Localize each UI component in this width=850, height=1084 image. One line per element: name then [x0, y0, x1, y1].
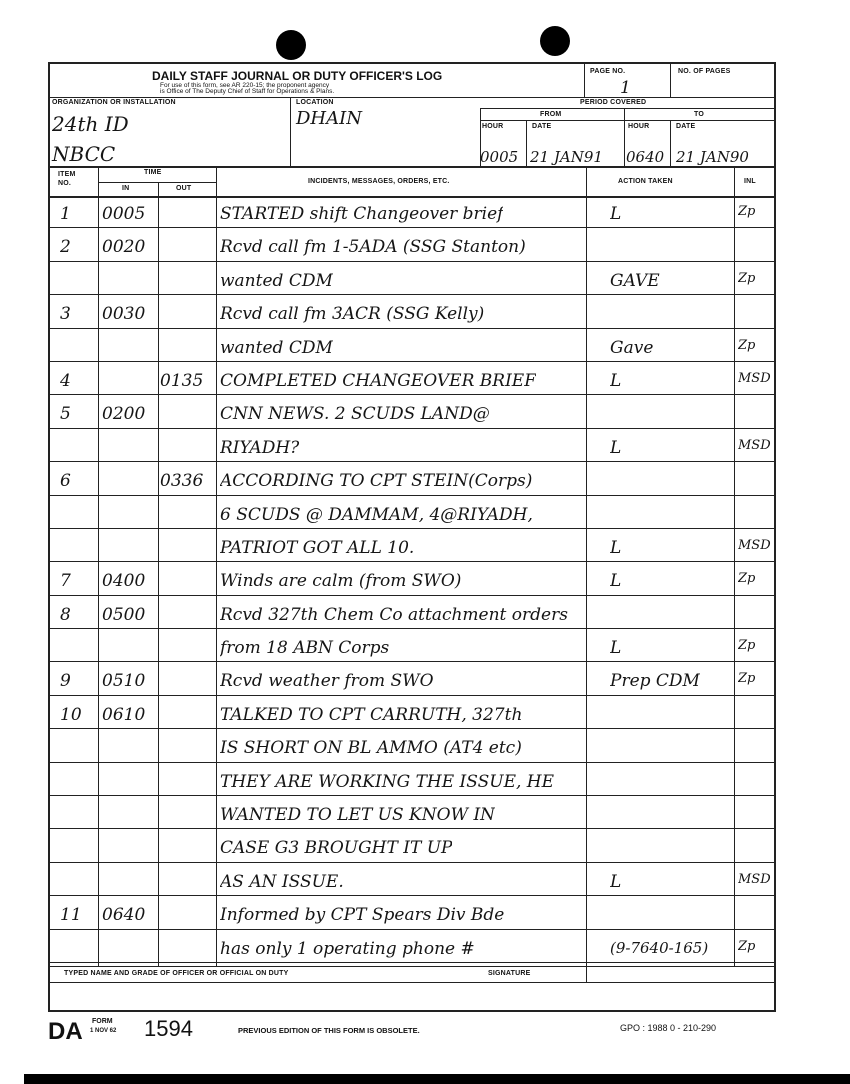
from-date-label: DATE: [532, 123, 552, 130]
signature-label: SIGNATURE: [488, 970, 531, 977]
incident-text-cell: from 18 ABN Corps: [220, 638, 390, 659]
time-label: TIME: [144, 169, 162, 176]
footer-previous-edition: PREVIOUS EDITION OF THIS FORM IS OBSOLETE.: [238, 1026, 420, 1035]
period-covered-label: PERIOD COVERED: [580, 99, 647, 106]
initials-cell: Zp: [738, 571, 756, 587]
action-taken-cell: GAVE: [610, 270, 660, 291]
row-divider: [50, 361, 774, 362]
row-divider: [50, 294, 774, 295]
incident-text-cell: has only 1 operating phone #: [220, 938, 475, 959]
row-divider: [50, 461, 774, 462]
form-title: DAILY STAFF JOURNAL OR DUTY OFFICER'S LOG: [152, 69, 443, 83]
incident-text-cell: THEY ARE WORKING THE ISSUE, HE: [220, 771, 555, 792]
initials-cell: MSD: [738, 437, 771, 453]
no-of-pages-label: NO. OF PAGES: [678, 68, 731, 75]
item-no-cell: 6: [60, 471, 71, 492]
incident-text-cell: CASE G3 BROUGHT IT UP: [220, 838, 453, 859]
item-no-cell: 11: [60, 905, 82, 926]
action-taken-cell: L: [610, 204, 622, 224]
row-divider: [50, 962, 774, 963]
out-label: OUT: [176, 185, 192, 192]
from-label: FROM: [540, 111, 562, 118]
row-divider: [50, 261, 774, 262]
incident-text-cell: AS AN ISSUE.: [220, 871, 344, 892]
time-out-cell: 0135: [160, 370, 204, 391]
row-divider: [50, 394, 774, 395]
incident-text-cell: Rcvd call fm 3ACR (SSG Kelly): [220, 304, 485, 325]
staff-journal-form: [48, 62, 776, 1012]
item-no-cell: 5: [60, 404, 71, 425]
initials-cell: Zp: [738, 337, 756, 353]
form-subtitle-2: is Office of The Deputy Chief of Staff for Operations & Plans.: [160, 88, 335, 95]
initials-cell: MSD: [738, 871, 771, 887]
initials-cell: Zp: [738, 638, 756, 654]
footer-form-word: FORM: [92, 1018, 113, 1025]
incident-text-cell: ACCORDING TO CPT STEIN(Corps): [220, 471, 533, 492]
initials-cell: MSD: [738, 370, 771, 386]
incidents-label: INCIDENTS, MESSAGES, ORDERS, ETC.: [308, 178, 450, 185]
incident-text-cell: Informed by CPT Spears Div Bde: [220, 905, 505, 926]
initials-cell: Zp: [738, 204, 756, 219]
to-date-value: 21 JAN90: [676, 148, 749, 166]
time-in-cell: 0200: [102, 404, 146, 425]
row-divider: [50, 728, 774, 729]
location-label: LOCATION: [296, 99, 334, 106]
initials-cell: MSD: [738, 537, 771, 553]
item-no-cell: 9: [60, 671, 71, 692]
page-no-value: 1: [620, 78, 631, 98]
action-taken-cell: L: [610, 638, 622, 659]
inl-label: INL: [744, 178, 756, 185]
row-divider: [50, 227, 774, 228]
binder-hole-right: [540, 26, 570, 56]
time-in-cell: 0640: [102, 905, 146, 926]
time-in-cell: 0030: [102, 304, 146, 325]
incident-text-cell: COMPLETED CHANGEOVER BRIEF: [220, 370, 536, 391]
time-in-cell: 0510: [102, 671, 146, 692]
incident-text-cell: TALKED TO CPT CARRUTH, 327th: [220, 704, 523, 725]
item-no-cell: 10: [60, 704, 82, 725]
typed-name-label: TYPED NAME AND GRADE OF OFFICER OR OFFICIAL ON DUTY: [64, 970, 289, 977]
from-date-value: 21 JAN91: [530, 148, 603, 166]
row-divider: [50, 762, 774, 763]
footer-gpo: GPO : 1988 0 - 210-290: [620, 1023, 717, 1033]
action-taken-cell: L: [610, 871, 622, 892]
item-no-cell: 3: [60, 304, 71, 325]
organization-value-2: NBCC: [52, 142, 116, 166]
initials-cell: Zp: [738, 938, 756, 954]
row-divider: [50, 795, 774, 796]
incident-text-cell: Rcvd call fm 1-5ADA (SSG Stanton): [220, 237, 526, 258]
item-no-cell: 8: [60, 604, 71, 625]
from-hour-value: 0005: [480, 148, 519, 166]
incident-text-cell: WANTED TO LET US KNOW IN: [220, 805, 496, 826]
time-in-cell: 0005: [102, 204, 146, 224]
row-divider: [50, 495, 774, 496]
row-divider: [50, 595, 774, 596]
incident-text-cell: CNN NEWS. 2 SCUDS LAND@: [220, 404, 490, 425]
action-taken-cell: Prep CDM: [610, 671, 700, 692]
journal-entries: [50, 198, 774, 966]
action-taken-label: ACTION TAKEN: [618, 178, 673, 185]
incident-text-cell: PATRIOT GOT ALL 10.: [220, 537, 415, 558]
item-no-cell: 4: [60, 370, 71, 391]
initials-cell: Zp: [738, 270, 756, 286]
action-taken-cell: Gave: [610, 337, 654, 358]
time-in-cell: 0500: [102, 604, 146, 625]
incident-text-cell: wanted CDM: [220, 337, 333, 358]
to-label: TO: [694, 111, 704, 118]
incident-text-cell: IS SHORT ON BL AMMO (AT4 etc): [220, 738, 522, 759]
incident-text-cell: STARTED shift Changeover brief: [220, 204, 504, 224]
time-out-cell: 0336: [160, 471, 204, 492]
binder-hole-left: [276, 30, 306, 60]
row-divider: [50, 328, 774, 329]
action-taken-cell: L: [610, 571, 622, 592]
to-date-label: DATE: [676, 123, 696, 130]
item-no-label: ITEM NO.: [58, 171, 76, 187]
row-divider: [50, 661, 774, 662]
footer-form-date: 1 NOV 62: [90, 1028, 117, 1034]
action-taken-cell: L: [610, 370, 622, 391]
bottom-bar: [24, 1074, 850, 1084]
incident-text-cell: Winds are calm (from SWO): [220, 571, 462, 592]
to-hour-label: HOUR: [628, 123, 650, 130]
organization-value-1: 24th ID: [52, 112, 129, 136]
row-divider: [50, 862, 774, 863]
time-in-cell: 0020: [102, 237, 146, 258]
footer-da: DA: [48, 1018, 83, 1045]
form-subtitle-1: For use of this form, see AR 220-15; the proponent agency: [160, 82, 330, 89]
incident-text-cell: 6 SCUDS @ DAMMAM, 4@RIYADH,: [220, 504, 533, 525]
incident-text-cell: RIYADH?: [220, 437, 300, 458]
item-no-cell: 2: [60, 237, 71, 258]
time-in-cell: 0400: [102, 571, 146, 592]
organization-label: ORGANIZATION OR INSTALLATION: [52, 99, 176, 106]
row-divider: [50, 528, 774, 529]
row-divider: [50, 895, 774, 896]
from-hour-label: HOUR: [482, 123, 504, 130]
row-divider: [50, 428, 774, 429]
initials-cell: Zp: [738, 671, 756, 687]
footer-form-number: 1594: [144, 1016, 193, 1041]
page-no-label: PAGE NO.: [590, 68, 626, 75]
incident-text-cell: Rcvd weather from SWO: [220, 671, 434, 692]
incident-text-cell: wanted CDM: [220, 270, 333, 291]
to-hour-value: 0640: [626, 148, 665, 166]
incident-text-cell: Rcvd 327th Chem Co attachment orders: [220, 604, 568, 625]
action-taken-cell: L: [610, 437, 622, 458]
item-no-cell: 7: [60, 571, 71, 592]
action-taken-cell: L: [610, 537, 622, 558]
time-in-cell: 0610: [102, 704, 146, 725]
row-divider: [50, 561, 774, 562]
in-label: IN: [122, 185, 130, 192]
row-divider: [50, 828, 774, 829]
item-no-cell: 1: [60, 204, 71, 224]
action-taken-cell: (9-7640-165): [610, 938, 709, 957]
row-divider: [50, 929, 774, 930]
location-value: DHAIN: [296, 108, 362, 129]
row-divider: [50, 628, 774, 629]
row-divider: [50, 695, 774, 696]
